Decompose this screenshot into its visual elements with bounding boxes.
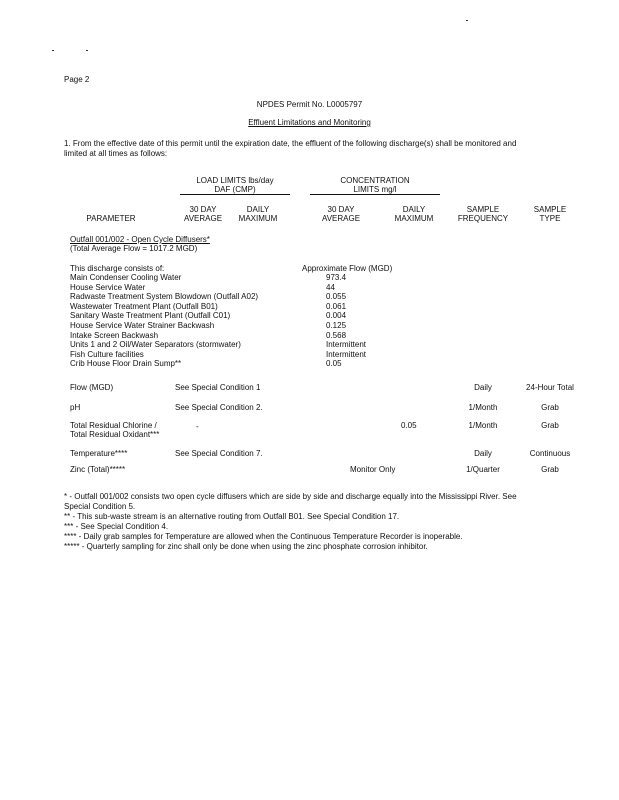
flow-heading: Approximate Flow (MGD) bbox=[302, 264, 393, 273]
column-header-1-line-1: 30 DAY bbox=[189, 205, 217, 214]
param-conc-daily-max: 0.05 bbox=[401, 421, 417, 430]
param-sample-type: Grab bbox=[541, 421, 559, 430]
discharge-item-flow: 973.4 bbox=[326, 273, 347, 282]
scan-speck bbox=[86, 50, 88, 51]
outfall-subtitle: (Total Average Flow = 1017.2 MGD) bbox=[70, 244, 198, 253]
param-sample-type: Continuous bbox=[529, 449, 571, 458]
discharge-item-flow: Intermittent bbox=[326, 349, 367, 359]
param-sample-type: Grab bbox=[541, 403, 559, 412]
concentration-units: LIMITS mg/l bbox=[353, 185, 397, 194]
param-name: Flow (MGD) bbox=[70, 383, 114, 392]
discharge-item-flow: 44 bbox=[326, 282, 335, 292]
discharge-item-flow: 0.125 bbox=[326, 321, 347, 330]
discharge-heading: This discharge consists of: bbox=[70, 264, 165, 273]
scan-speck bbox=[466, 20, 468, 21]
param-sample-frequency: 1/Month bbox=[468, 421, 498, 430]
outfall-title: Outfall 001/002 - Open Cycle Diffusers* bbox=[70, 235, 210, 244]
discharge-item-name: Units 1 and 2 Oil/Water Separators (stormwater) bbox=[70, 340, 241, 350]
discharge-item-flow: 0.568 bbox=[326, 330, 347, 340]
footnote-line: *** - See Special Condition 4. bbox=[64, 522, 169, 531]
column-header-2-line-2: MAXIMUM bbox=[238, 214, 278, 223]
column-header-1-line-2: AVERAGE bbox=[183, 214, 223, 223]
scan-speck bbox=[52, 50, 54, 51]
footnote-line: ***** - Quarterly sampling for zinc shall only be done when using the zinc phosphate corrosion inhibitor. bbox=[64, 542, 428, 551]
intro-line-2: limited at all times as follows: bbox=[64, 149, 168, 158]
concentration-header: CONCENTRATION bbox=[340, 176, 410, 185]
discharge-item-name: Fish Culture facilities bbox=[70, 349, 144, 359]
discharge-item-name: Sanitary Waste Treatment Plant (Outfall C01) bbox=[70, 311, 231, 321]
column-header-2-line-1: DAILY bbox=[246, 205, 270, 214]
section-title: Effluent Limitations and Monitoring bbox=[248, 118, 371, 127]
discharge-item-flow: 0.061 bbox=[326, 301, 347, 311]
param-name: Zinc (Total)***** bbox=[70, 465, 126, 474]
discharge-item-name: House Service Water Strainer Backwash bbox=[70, 321, 215, 330]
param-name: Total Residual Chlorine / bbox=[70, 421, 157, 430]
footnote-line: ** - This sub-waste stream is an alternative routing from Outfall B01. See Special Condition 17. bbox=[64, 512, 400, 521]
discharge-item-flow: 0.05 bbox=[326, 359, 342, 369]
discharge-item-name: Intake Screen Backwash bbox=[70, 330, 159, 340]
intro-line-1: 1. From the effective date of this permit until the expiration date, the effluent of the following discharge(s) shall be monitored and bbox=[64, 139, 517, 148]
param-load-30-day: See Special Condition 1 bbox=[175, 383, 261, 392]
param-sample-frequency: Daily bbox=[474, 383, 492, 392]
load-limits-header: LOAD LIMITS lbs/day bbox=[196, 176, 274, 185]
concentration-rule bbox=[310, 194, 440, 195]
footnote-line: * - Outfall 001/002 consists two open cycle diffusers which are side by side and discharge equally into the Mississippi River. See bbox=[64, 492, 517, 501]
param-load-30-day: See Special Condition 2. bbox=[175, 403, 263, 412]
column-header-6-line-1: SAMPLE bbox=[533, 205, 567, 214]
load-limits-rule bbox=[180, 194, 290, 195]
param-sample-type: 24-Hour Total bbox=[526, 383, 574, 392]
param-name: Temperature**** bbox=[70, 449, 128, 458]
param-name: pH bbox=[70, 403, 81, 412]
discharge-item-name: House Service Water bbox=[70, 282, 146, 292]
discharge-item-name: Radwaste Treatment System Blowdown (Outfall A02) bbox=[70, 292, 259, 302]
page-label: Page 2 bbox=[64, 75, 90, 84]
column-header-5-line-2: FREQUENCY bbox=[457, 214, 509, 223]
discharge-item-flow: 0.055 bbox=[326, 292, 347, 302]
column-header-0-line-2: PARAMETER bbox=[86, 214, 136, 223]
discharge-item-name: Crib House Floor Drain Sump** bbox=[70, 359, 182, 369]
column-header-5-line-1: SAMPLE bbox=[466, 205, 500, 214]
column-header-4-line-1: DAILY bbox=[402, 205, 426, 214]
discharge-item-name: Wastewater Treatment Plant (Outfall B01) bbox=[70, 301, 218, 311]
column-header-3-line-2: AVERAGE bbox=[321, 214, 361, 223]
column-header-6-line-2: TYPE bbox=[539, 214, 561, 223]
param-load-30-day: - bbox=[196, 422, 199, 431]
discharge-item-flow: 0.004 bbox=[326, 311, 347, 321]
param-sample-frequency: 1/Month bbox=[468, 403, 498, 412]
param-sample-type: Grab bbox=[541, 465, 559, 474]
column-header-4-line-2: MAXIMUM bbox=[394, 214, 434, 223]
param-name: Total Residual Oxidant*** bbox=[70, 430, 160, 439]
footnote-line: Special Condition 5. bbox=[64, 502, 136, 511]
param-load-30-day: See Special Condition 7. bbox=[175, 449, 263, 458]
discharge-item-name: Main Condenser Cooling Water bbox=[70, 273, 182, 282]
load-limits-units: DAF (CMP) bbox=[214, 185, 256, 194]
footnote-line: **** - Daily grab samples for Temperature are allowed when the Continuous Temperature Recorder is inoperable. bbox=[64, 532, 463, 541]
param-sample-frequency: 1/Quarter bbox=[466, 465, 500, 474]
column-header-3-line-1: 30 DAY bbox=[327, 205, 355, 214]
param-conc-30-day: Monitor Only bbox=[350, 465, 396, 474]
discharge-item-flow: Intermittent bbox=[326, 340, 367, 350]
permit-number: NPDES Permit No. L0005797 bbox=[256, 100, 363, 109]
param-sample-frequency: Daily bbox=[474, 449, 492, 458]
